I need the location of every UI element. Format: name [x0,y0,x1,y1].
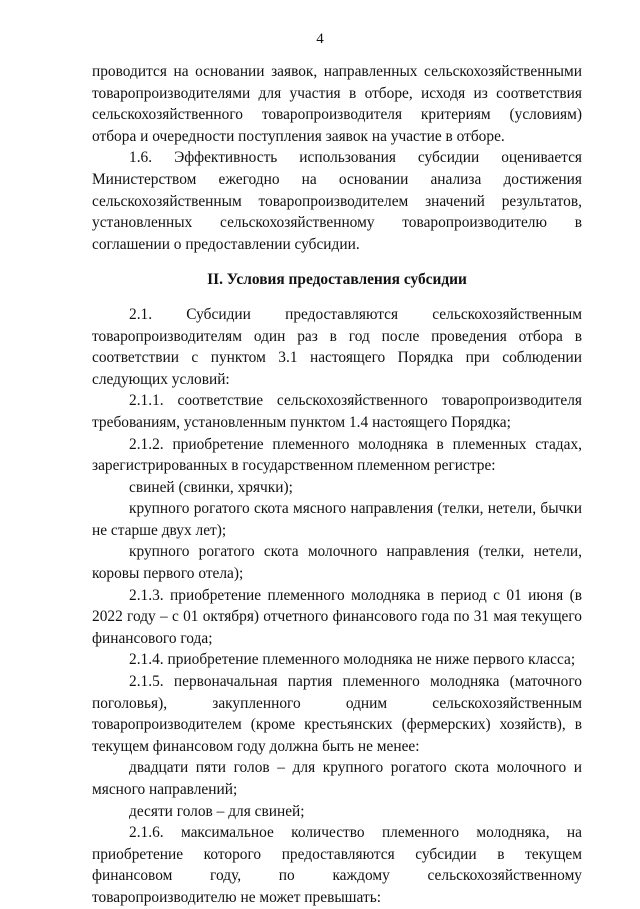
paragraph-1-6: 1.6. Эффективность использования субсидии оценивается Министерством ежегодно на основании анализа достижения сельскохозяйственным товаропроизводителем значений результатов, установленных сельскохозяйственному товаропроизводителю в соглашении о предоставлении субсидии. [92,149,582,253]
paragraph-2-1-1: 2.1.1. соответствие сельскохозяйственного товаропроизводителя требованиям, установленным пунктом 1.4 настоящего Порядка; [92,392,582,431]
paragraph-2-1-6: 2.1.6. максимальное количество племенного молодняка, на приобретение которого предоставляются субсидии в текущем финансовом году, по каждому сельскохозяйственному товаропроизводителю не может превышать: [92,824,582,906]
list-item-dairy-cattle: крупного рогатого скота молочного направления (телки, нетели, коровы первого отела); [92,543,582,583]
page-number: 4 [316,31,324,47]
section-heading: II. Условия предоставления субсидии [207,271,467,289]
list-item-cattle-minimum: двадцати пяти голов – для крупного рогатого скота молочного и мясного направлений; [92,759,582,798]
intro-paragraph: проводится на основании заявок, направленных сельскохозяйственными товаропроизводителями для участия в отборе, исходя из соответствия сельскохозяйственного товаропроизводителя критериям (условиям) отбора и очередности поступления заявок на участие в отборе. [92,63,582,145]
list-item-pigs-minimum: десяти голов – для свиней; [129,802,305,820]
paragraph-2-1-3: 2.1.3. приобретение племенного молодняка в период с 01 июня (в 2022 году – с 01 октября) отчетного финансового года по 31 мая текущего финансового года; [92,586,582,647]
paragraph-2-1-4: 2.1.4. приобретение племенного молодняка не ниже первого класса; [129,651,576,669]
document-body [92,61,582,909]
list-item-beef-cattle: крупного рогатого скота мясного направления (телки, нетели, бычки не старше двух лет); [92,500,582,539]
paragraph-2-1: 2.1. Субсидии предоставляются сельскохозяйственным товаропроизводителям один раз в год после проведения отбора в соответствии с пунктом 3.1 настоящего Порядка при соблюдении следующих условий: [92,305,582,388]
paragraph-2-1-5: 2.1.5. первоначальная партия племенного молодняка (маточного поголовья), закупленного одним сельскохозяйственным товаропроизводителем (кроме крестьянских (фермерских) хозяйств), в текущем финансовом году должна быть не менее: [92,673,582,755]
list-item-pigs: свиней (свинки, хрячки); [129,478,293,496]
paragraph-2-1-2: 2.1.2. приобретение племенного молодняка в племенных стадах, зарегистрированных в государственном племенном регистре: [92,435,582,475]
